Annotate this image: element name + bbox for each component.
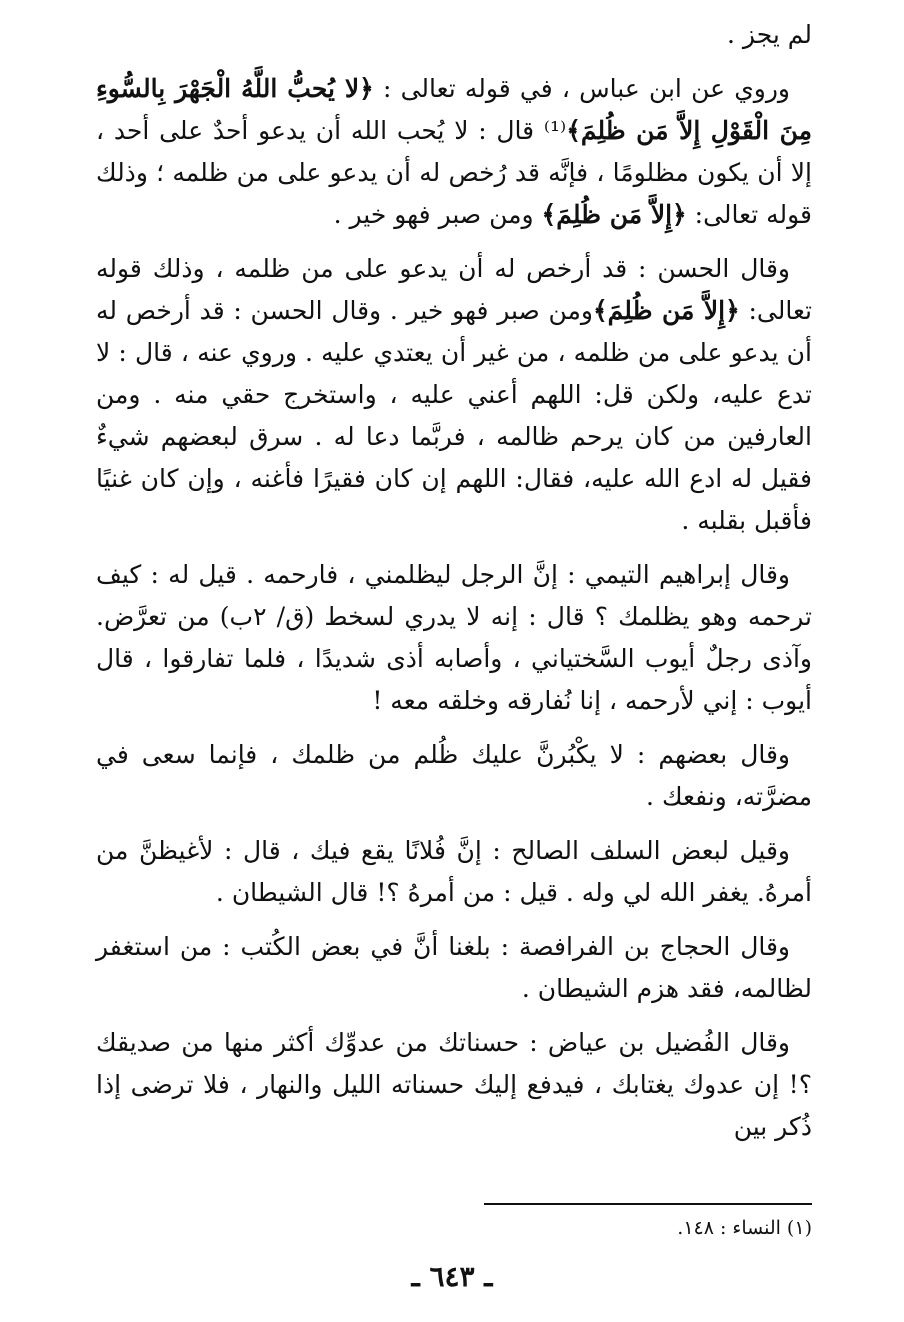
- text-segment: وروي عن ابن عباس ، في قوله تعالى :: [373, 74, 790, 103]
- paragraph-al-hasan: [96, 248, 812, 542]
- text-segment: ومن صبر فهو خير . وقال الحسن : قد أرخص له أن يدعو على من ظلمه ، من غير أن يعتدي عليه . وروي عنه ، قال : لا تدع عليه، ولكن قل: اللهم أعني عليه ، واستخرج حقي منه . ومن العارفين من كان يرحم ظالمه ، فربَّما دعا له . سرق لبعضهم شيءٌ فقيل له ادع الله عليه، فقال: اللهم إن كان فقيرًا فأغنه ، وإن كان غنيًا فأقبل بقلبه .: [96, 296, 812, 535]
- text-segment: وقال الحجاج بن الفرافصة : بلغنا أنَّ في بعض الكُتب : من استغفر لظالمه، فقد هزم الشيطان .: [96, 932, 812, 1003]
- text-segment: لم يجز .: [727, 20, 812, 49]
- quran-verse: ﴿إِلاَّ مَن ظُلِمَ﴾: [593, 296, 740, 325]
- text-segment: ومن صبر فهو خير .: [333, 200, 542, 229]
- quran-verse: ﴿لا يُحبُّ اللَّهُ الْجَهْرَ بِالسُّوءِ مِنَ الْقَوْلِ إِلاَّ مَن ظُلِمَ﴾: [96, 74, 812, 145]
- paragraph-al-hajjaj: [96, 926, 812, 1010]
- text-segment: وقال الفُضيل بن عياض : حسناتك من عدوِّك أكثر منها من صديقك ؟! إن عدوك يغتابك ، فيدفع إليك حسناته الليل والنهار ، فلا ترضى إذا ذُكر بين: [96, 1028, 812, 1141]
- paragraph-continuation: [96, 14, 812, 56]
- page-body: [96, 14, 812, 1160]
- text-segment: ⁽¹⁾ قال : لا يُحب الله أن يدعو أحدٌ على أحد ، إلا أن يكون مظلومًا ، فإنَّه قد رُخص له أن يدعو على من ظلمه ؛ وذلك قوله تعالى:: [96, 116, 812, 229]
- paragraph-salaf: [96, 830, 812, 914]
- paragraph-ibrahim-al-taymi: [96, 554, 812, 722]
- text-segment: وقال إبراهيم التيمي : إنَّ الرجل ليظلمني ، فارحمه . قيل له : كيف ترحمه وهو يظلمك ؟ قال : إنه لا يدري لسخط (ق/ ٢ب) من تعرَّض. وآذى رجلٌ أيوب السَّختياني ، وأصابه أذى شديدًا ، فلما تفارقوا ، قال أيوب : إني لأرحمه ، إنا نُفارقه وخلقه معه !: [96, 560, 813, 715]
- footnote-divider: [484, 1203, 812, 1205]
- paragraph-ibn-abbas: [96, 68, 812, 236]
- text-segment: وقيل لبعض السلف الصالح : إنَّ فُلانًا يقع فيك ، قال : لأغيظنَّ من أمرهُ. يغفر الله لي وله . قيل : من أمرهُ ؟! قال الشيطان .: [96, 836, 812, 907]
- page-number: ـ ٦٤٣ ـ: [411, 1260, 493, 1293]
- quran-verse: ﴿إِلاَّ مَن ظُلِمَ﴾: [541, 200, 687, 229]
- text-segment: وقال بعضهم : لا يكْبُرنَّ عليك ظُلم من ظلمك ، فإنما سعى في مضرَّته، ونفعك .: [96, 740, 812, 811]
- paragraph-some-said: [96, 734, 812, 818]
- footnote: (١) النساء : ١٤٨.: [677, 1217, 812, 1239]
- text-segment: وقال الحسن : قد أرخص له أن يدعو على من ظلمه ، وذلك قوله تعالى:: [96, 254, 812, 325]
- paragraph-al-fudayl: [96, 1022, 812, 1148]
